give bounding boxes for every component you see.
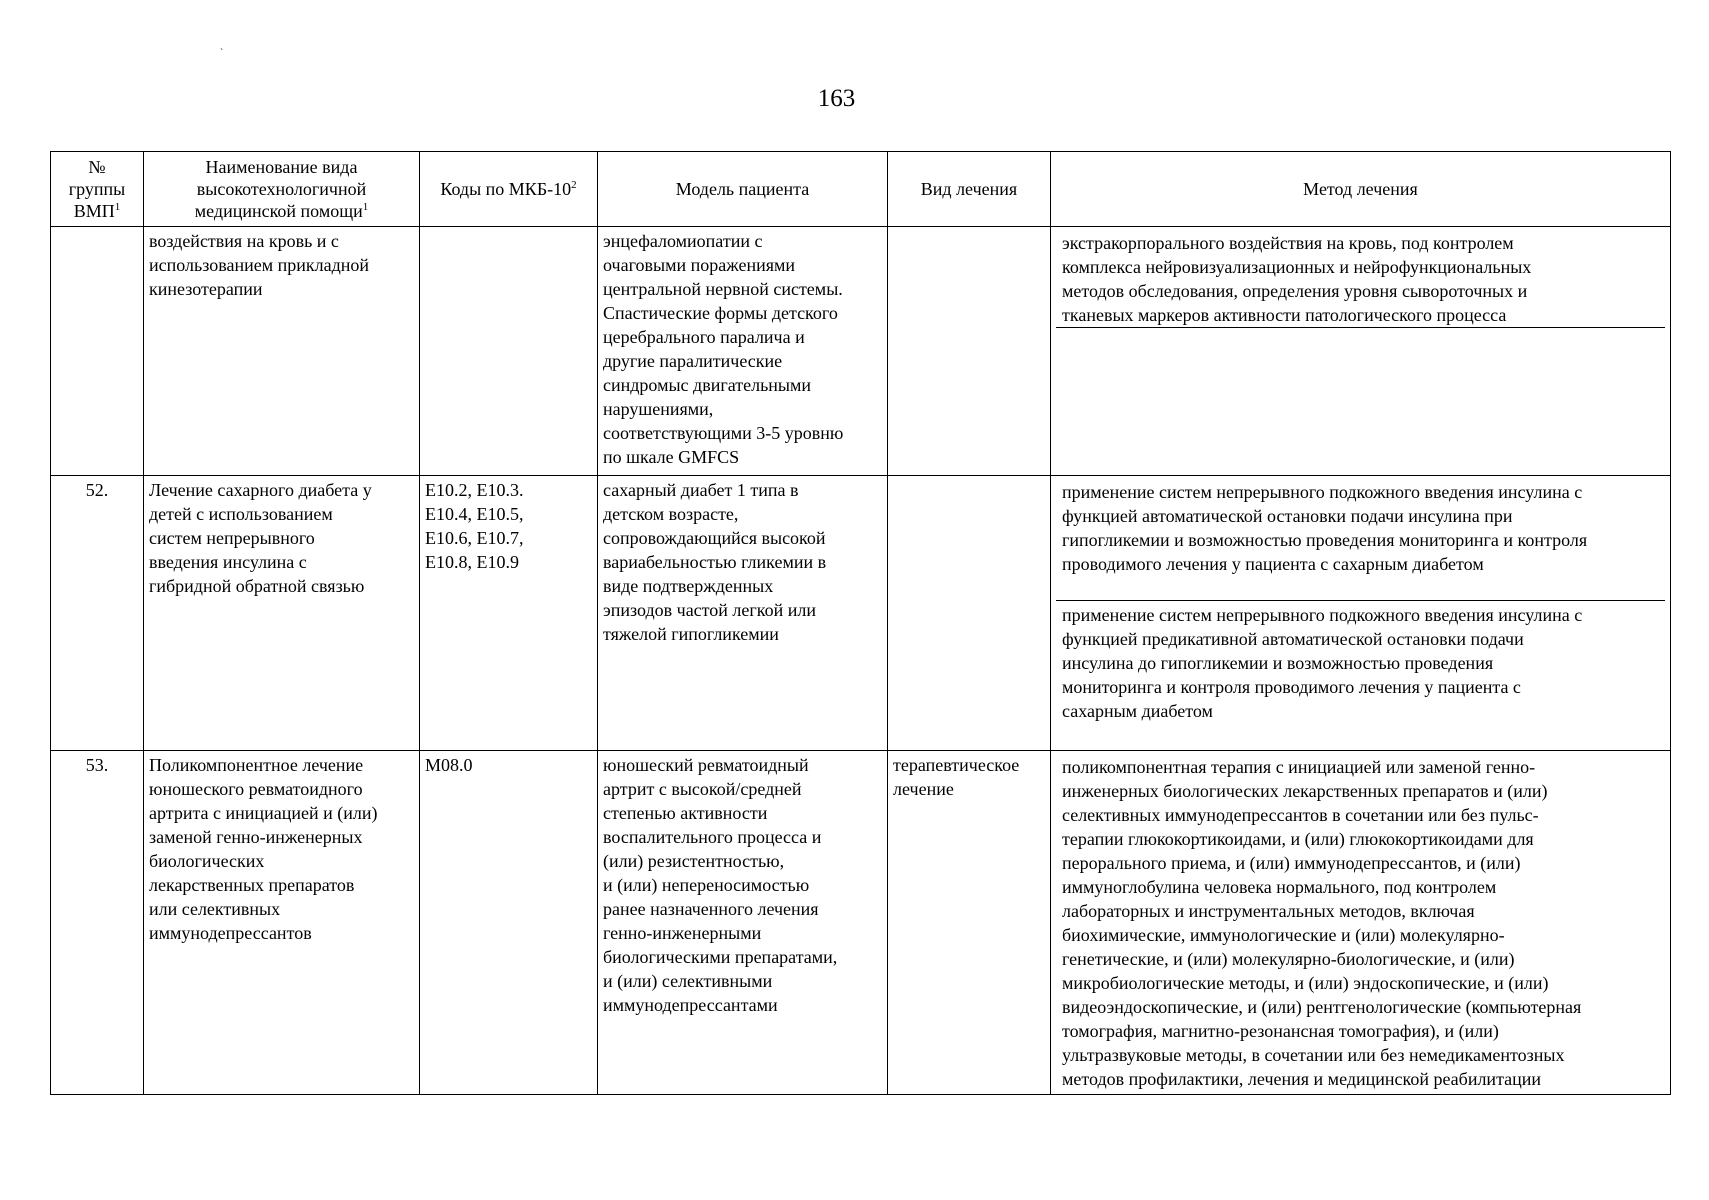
- method-item: применение систем непрерывного подкожного введения инсулина с функцией предикативной автоматической остановки подачи инсулина до гипогликемии и возможностью проведения мониторинга и контроля проводимого лечения у пациента с сахарным диабетом: [1056, 600, 1665, 748]
- table-body: [51, 227, 1671, 1095]
- cell-codes: E10.2, E10.3. E10.4, E10.5, E10.6, E10.7, E10.8, E10.9: [420, 476, 598, 751]
- cell-model: юношеский ревматоидный артрит с высокой/средней степенью активности воспалительного процесса и (или) резистентностью, и (или) непереносимостью ранее назначенного лечения генно-инженерными биологическими препаратами, и (или) селективными иммунодепрессантами: [598, 751, 888, 1095]
- method-item: применение систем непрерывного подкожного введения инсулина с функцией автоматической остановки подачи инсулина при гипогликемии и возможностью проведения мониторинга и контроля проводимого лечения у пациента с сахарным диабетом: [1062, 482, 1588, 574]
- cell-group-no: 52.: [51, 476, 144, 751]
- cell-treatment: [888, 476, 1051, 751]
- table-row: [51, 751, 1671, 1095]
- method-item: экстракорпорального воздействия на кровь, под контролем комплекса нейровизуализационных и нейрофункциональных методов обследования, определения уровня сывороточных и тканевых маркеров активности патологического процесса: [1062, 233, 1532, 325]
- header-group-no: № группы ВМП$^1$: [51, 152, 144, 227]
- cell-method: [1051, 227, 1671, 476]
- cell-model: сахарный диабет 1 типа в детском возрасте, сопровождающийся высокой вариабельностью гликемии в виде подтвержденных эпизодов частой легкой или тяжелой гипогликемии: [598, 476, 888, 751]
- cell-model: энцефаломиопатии с очаговыми поражениями центральной нервной системы. Спастические формы детского церебрального паралича и другие паралитические синдромыс двигательными нарушениями, соответствующими 3-5 уровню по шкале GMFCS: [598, 227, 888, 476]
- scan-mark: `: [220, 48, 224, 59]
- cell-codes: [420, 227, 598, 476]
- cell-name: Лечение сахарного диабета у детей с использованием систем непрерывного введения инсулина с гибридной обратной связью: [144, 476, 420, 751]
- method-item: [1056, 327, 1665, 473]
- header-method: Метод лечения: [1051, 152, 1671, 227]
- header-codes: Коды по МКБ-$10^2$: [420, 152, 598, 227]
- cell-name: Поликомпонентное лечение юношеского ревматоидного артрита с инициацией и (или) заменой генно-инженерных биологических лекарственных препаратов или селективных иммунодепрессантов: [144, 751, 420, 1095]
- method-item: поликомпонентная терапия с инициацией или заменой генно- инженерных биологических лекарственных препаратов и (или) селективных иммунодепрессантов в сочетании или без пульс- терапии глюкокортикоидами, и (или) глюкокортикоидами для перорального приема, и (или) иммунодепрессантов, и (или) иммуноглобулина человека нормального, под контролем лабораторных и инструментальных методов, включая биохимические, иммунологические и (или) молекулярно- генетические, и (или) молекулярно-биологические, и (или) микробиологические методы, и (или) эндоскопические, и (или) видеоэндоскопические, и (или) рентгенологические (компьютерная томография, магнитно-резонансная томография), и (или) ультразвуковые методы, в сочетании или без немедикаментозных методов профилактики, лечения и медицинской реабилитации: [1062, 757, 1582, 1089]
- table-row: [51, 476, 1671, 751]
- header-model: Модель пациента: [598, 152, 888, 227]
- cell-name: воздействия на кровь и с использованием прикладной кинезотерапии: [144, 227, 420, 476]
- table-row: [51, 227, 1671, 476]
- page-number: 163: [817, 85, 856, 112]
- cell-group-no: [51, 227, 144, 476]
- cell-treatment: терапевтическое лечение: [888, 751, 1051, 1095]
- header-row: [51, 152, 1671, 227]
- vmp-table: [50, 151, 1671, 1095]
- cell-treatment: [888, 227, 1051, 476]
- cell-group-no: 53.: [51, 751, 144, 1095]
- cell-method: [1051, 476, 1671, 751]
- cell-codes: M08.0: [420, 751, 598, 1095]
- table-header: [51, 152, 1671, 227]
- header-treatment: Вид лечения: [888, 152, 1051, 227]
- cell-method: [1051, 751, 1671, 1095]
- header-name: Наименование вида высокотехнологичной медицинской помощи$^1$: [144, 152, 420, 227]
